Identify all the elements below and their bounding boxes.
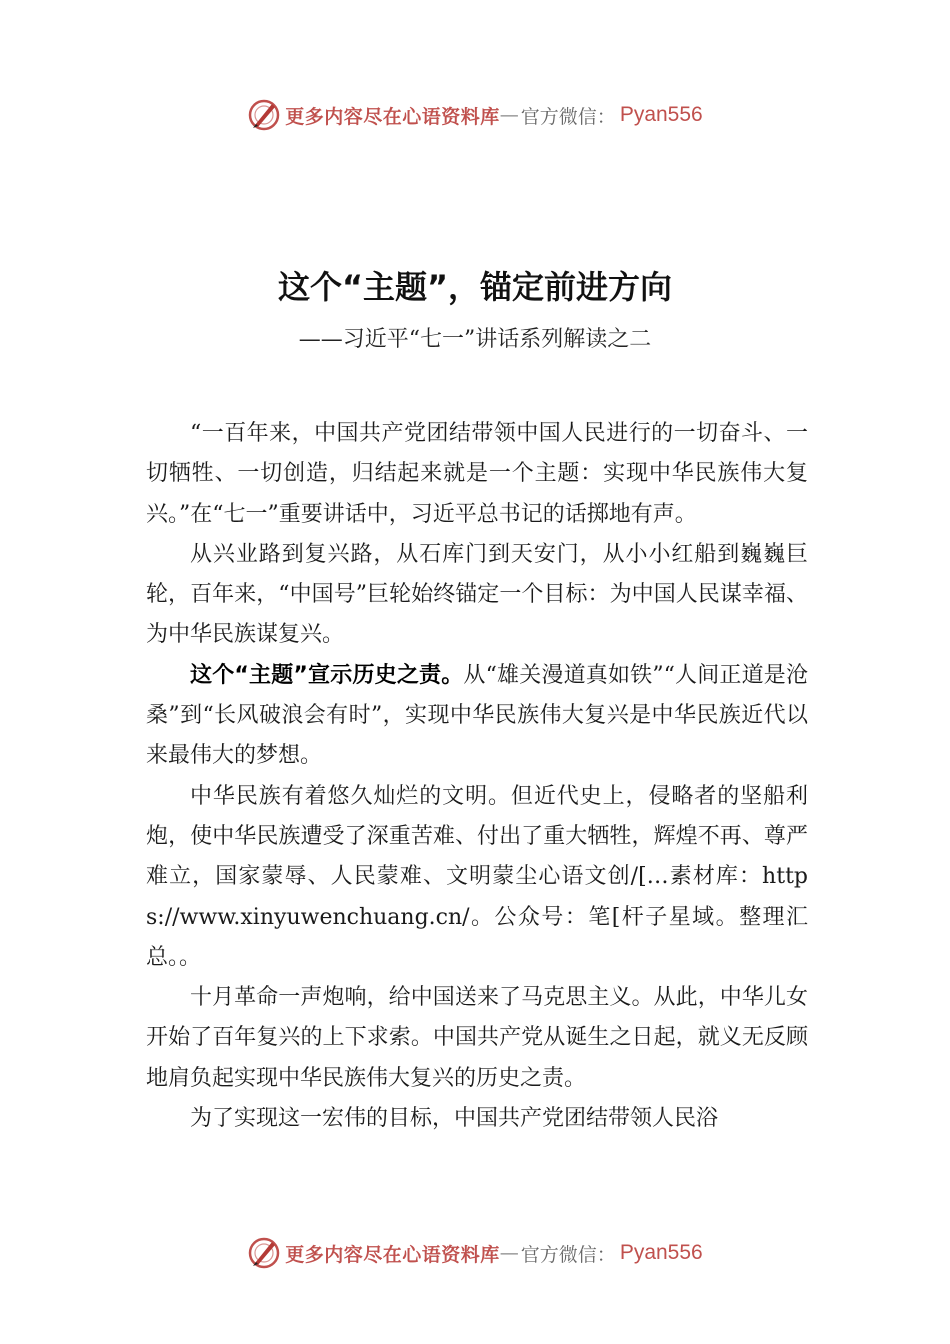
paragraph <box>146 777 808 978</box>
banner-wechat-id: Pyan556 <box>619 1241 703 1264</box>
banner-wechat-label: 官方微信： <box>520 1243 616 1266</box>
banner-separator: — <box>499 104 519 126</box>
header-banner <box>0 95 950 135</box>
banner-wechat-id: Pyan556 <box>619 103 703 126</box>
banner-text: 更多内容尽在心语资料库 <box>285 1243 500 1266</box>
paragraph <box>146 535 808 656</box>
paragraph <box>146 656 808 777</box>
paragraph-text: 中华民族有着悠久灿烂的文明。但近代史上，侵略者的坚船利炮，使中华民族遭受了深重苦难、付出了重大牺牲，辉煌不再、尊严难立，国家蒙辱、人民蒙难、文明蒙尘心语文创/[…素材库：https://www.xinyuwenchuang.cn/。公众号：笔[杆子星域。整理汇总。。 <box>146 783 808 970</box>
quill-seal-icon <box>247 1236 281 1270</box>
paragraph-text: 从兴业路到复兴路，从石库门到天安门，从小小红船到巍巍巨轮，百年来，“中国号”巨轮始终锚定一个目标：为中国人民谋幸福、为中华民族谋复兴。 <box>146 541 808 648</box>
page-title: 这个“主题”，锚定前进方向 <box>277 268 673 306</box>
paragraph-text: “一百年来，中国共产党团结带领中国人民进行的一切奋斗、一切牺牲、一切创造，归结起来就是一个主题：实现中华民族伟大复兴。”在“七一”重要讲话中，习近平总书记的话掷地有声。 <box>146 421 808 527</box>
quill-seal-icon <box>247 98 281 132</box>
article-body <box>146 414 808 1139</box>
paragraph <box>146 414 808 535</box>
paragraph-text: 十月革命一声炮响，给中国送来了马克思主义。从此，中华儿女开始了百年复兴的上下求索。中国共产党从诞生之日起，就义无反顾地肩负起实现中华民族伟大复兴的历史之责。 <box>146 985 808 1091</box>
paragraph-text: 从“雄关漫道真如铁”“人间正道是沧桑”到“长风破浪会有时”，实现中华民族伟大复兴是中华民族近代以来最伟大的梦想。 <box>146 662 809 769</box>
paragraph-lead: 这个“主题”宣示历史之责。 <box>190 662 464 688</box>
banner-text: 更多内容尽在心语资料库 <box>285 105 500 128</box>
page-subtitle: ——习近平“七一”讲话系列解读之二 <box>298 327 652 352</box>
banner-wechat-label: 官方微信： <box>520 105 616 128</box>
paragraph <box>146 978 808 1099</box>
paragraph-text: 为了实现这一宏伟的目标，中国共产党团结带领人民浴 <box>190 1106 719 1132</box>
footer-banner <box>0 1233 950 1273</box>
paragraph <box>146 1099 808 1139</box>
banner-separator: — <box>499 1242 519 1264</box>
